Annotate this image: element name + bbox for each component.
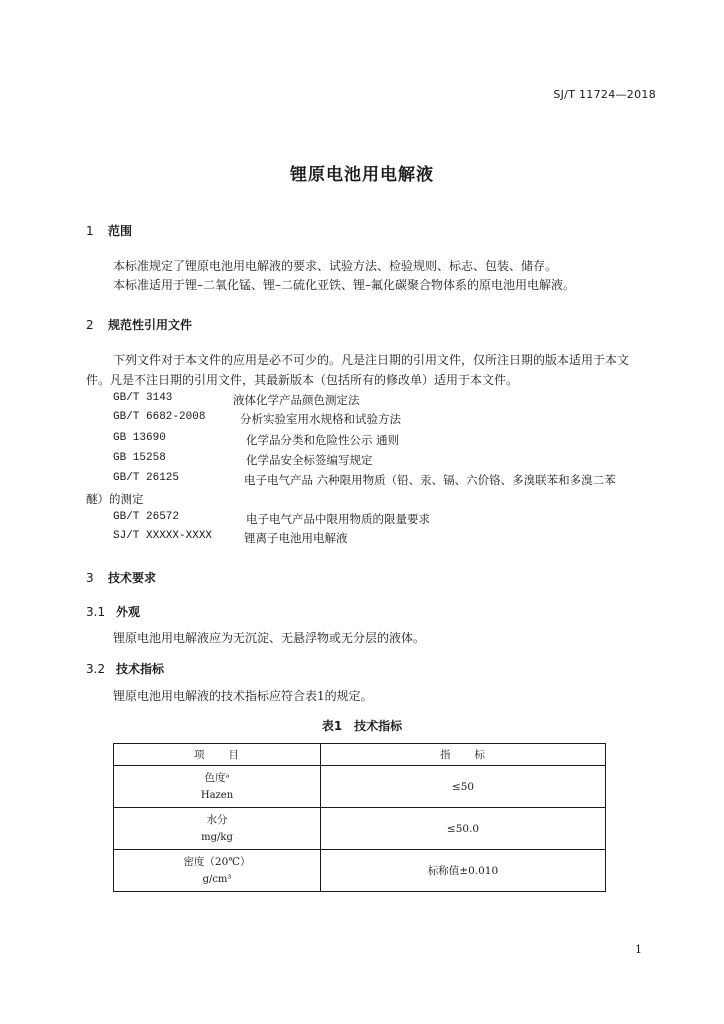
reference-title: 电子电气产品 六种限用物质（铅、汞、镉、六价铬、多溴联苯和多溴二苯	[244, 473, 616, 487]
reference-title: 化学品分类和危险性公示 通则	[246, 433, 400, 447]
reference-title: 化学品安全标签编写规定	[246, 453, 373, 467]
value-cell: 标称值±0.010	[321, 850, 606, 892]
reference-code: GB 13690	[113, 432, 166, 444]
reference-title: 电子电气产品中限用物质的限量要求	[246, 512, 430, 526]
section-title: 规范性引用文件	[108, 318, 193, 332]
value-cell: ≤50.0	[321, 808, 606, 850]
section-number: 3.1	[86, 605, 106, 619]
section-title: 技术要求	[108, 571, 157, 585]
reference-item	[113, 530, 673, 546]
item-unit: g/cm³	[202, 873, 232, 885]
reference-title: 锂离子电池用电解液	[244, 531, 348, 545]
reference-item	[113, 452, 673, 468]
item-unit: mg/kg	[201, 831, 233, 843]
paragraph: 本标准适用于锂–二氧化锰、锂–二硫化亚铁、锂–氟化碳聚合物体系的原电池用电解液。	[113, 278, 576, 292]
section-number: 1	[86, 224, 94, 238]
table-row	[114, 808, 606, 850]
section-number: 3.2	[86, 662, 106, 676]
reference-item	[113, 511, 673, 527]
reference-code: SJ/T XXXXX-XXXX	[113, 530, 213, 542]
reference-item	[113, 411, 673, 427]
item-cell	[114, 766, 321, 808]
section-heading-2	[86, 316, 192, 333]
column-header: 项 目	[114, 744, 321, 766]
reference-item	[113, 432, 673, 448]
reference-continuation: 醚）的测定	[86, 492, 144, 506]
item-cell	[114, 850, 321, 892]
paragraph: 本标准规定了锂原电池用电解液的要求、试验方法、检验规则、标志、包装、储存。	[113, 259, 558, 273]
section-number: 2	[86, 318, 94, 332]
paragraph: 锂原电池用电解液应为无沉淀、无悬浮物或无分层的液体。	[113, 631, 426, 645]
spec-table	[113, 743, 606, 892]
reference-code: GB/T 26125	[113, 472, 180, 484]
item-name: 色度ᵃ	[204, 771, 230, 784]
table-caption: 表1 技术指标	[321, 719, 403, 733]
paragraph: 件。凡是不注日期的引用文件，其最新版本（包括所有的修改单）适用于本文件。	[86, 373, 519, 387]
paragraph: 锂原电池用电解液的技术指标应符合表1的规定。	[113, 689, 373, 703]
section-number: 3	[86, 571, 94, 585]
paragraph: 下列文件对于本文件的应用是必不可少的。凡是注日期的引用文件，仅所注日期的版本适用于本文	[113, 353, 630, 367]
reference-item	[113, 392, 673, 408]
page-number: 1	[635, 943, 642, 956]
table-row	[114, 766, 606, 808]
item-name: 水分	[206, 813, 228, 826]
reference-code: GB 15258	[113, 452, 166, 464]
section-heading-3-2	[86, 660, 164, 677]
section-heading-3	[86, 569, 156, 586]
section-heading-3-1	[86, 603, 140, 620]
reference-code: GB/T 3143	[113, 392, 173, 404]
section-title: 外观	[116, 605, 141, 619]
item-cell	[114, 808, 321, 850]
item-unit: Hazen	[200, 789, 234, 801]
table-row	[114, 850, 606, 892]
standard-code: SJ/T 11724—2018	[553, 88, 656, 101]
reference-title: 分析实验室用水规格和试验方法	[240, 412, 401, 426]
value-cell: ≤50	[321, 766, 606, 808]
column-header: 指 标	[321, 744, 606, 766]
table-header-row	[114, 744, 606, 766]
section-heading-1	[86, 222, 132, 239]
reference-item	[113, 472, 673, 488]
item-name: 密度（20℃）	[183, 855, 251, 868]
section-title: 技术指标	[116, 662, 165, 676]
section-title: 范围	[108, 224, 133, 238]
reference-code: GB/T 6682-2008	[113, 411, 206, 423]
reference-title: 液体化学产品颜色测定法	[233, 393, 360, 407]
document-title: 锂原电池用电解液	[290, 165, 434, 185]
reference-code: GB/T 26572	[113, 511, 180, 523]
